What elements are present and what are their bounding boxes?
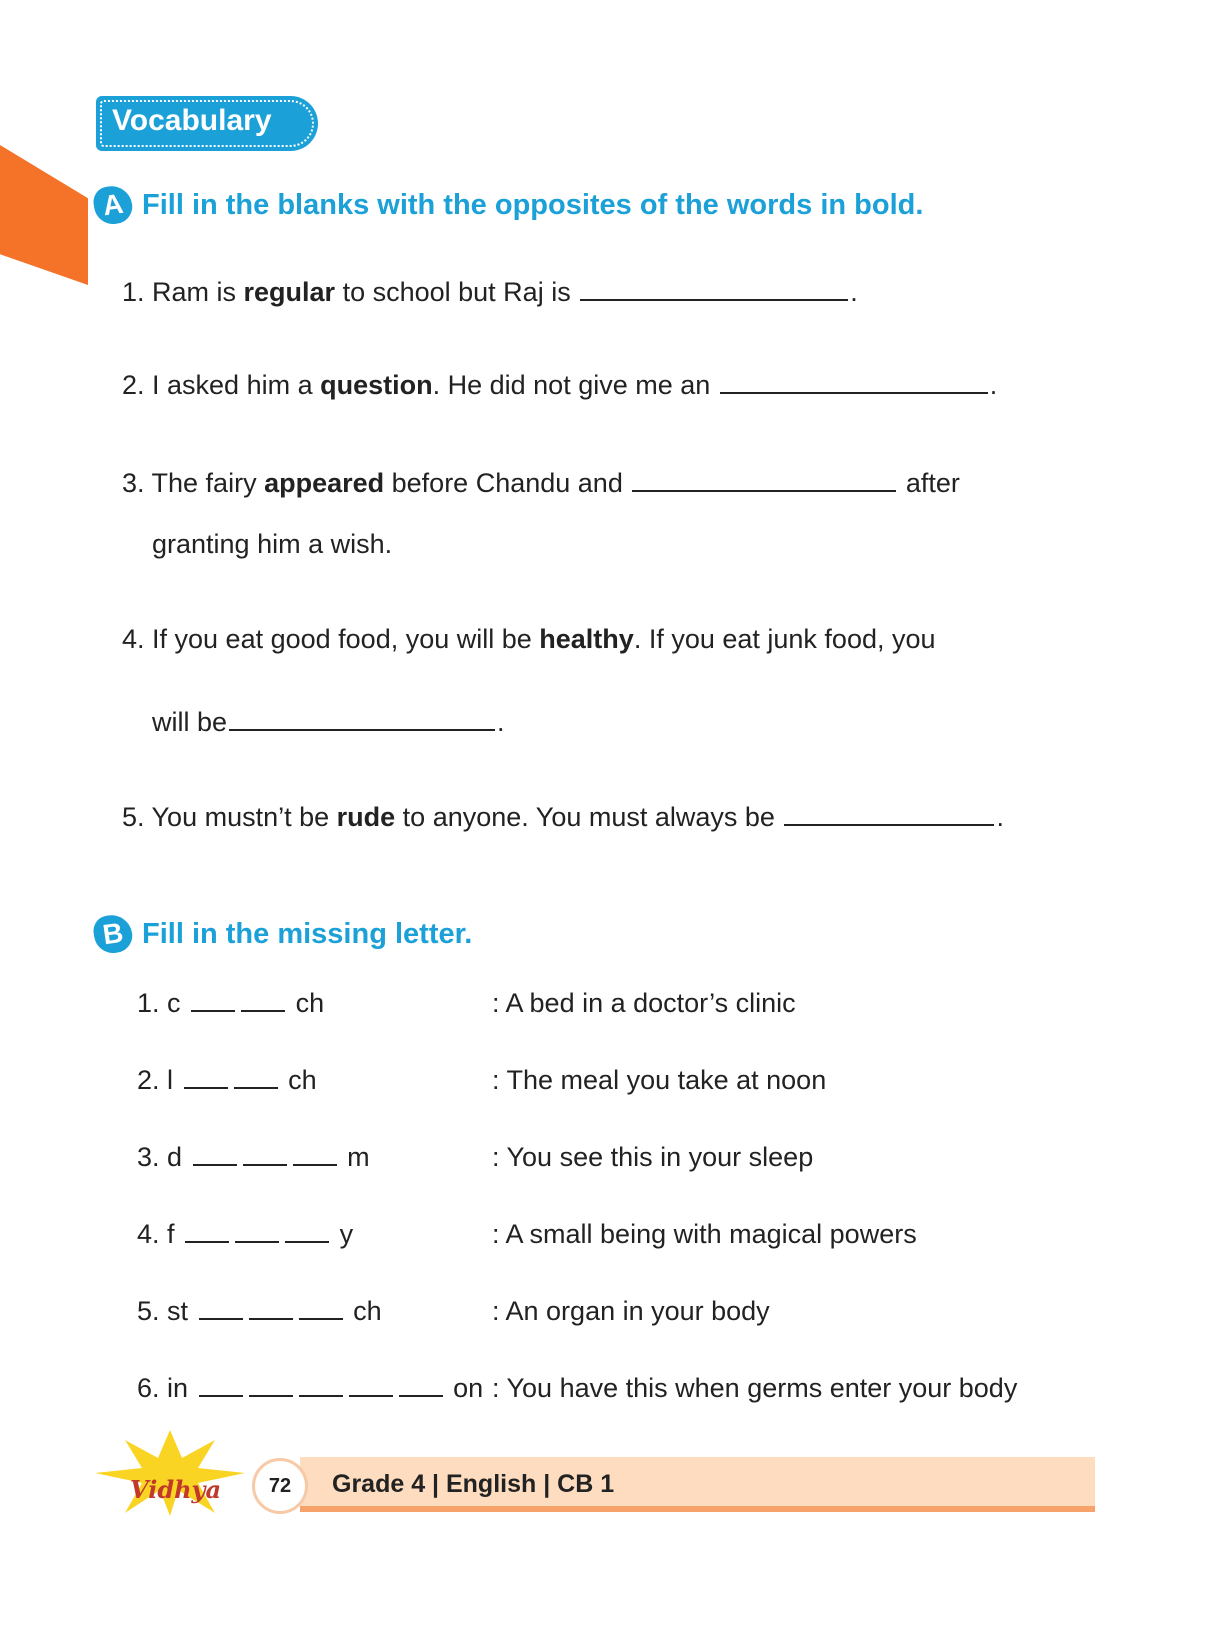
section-a-heading: [94, 186, 923, 224]
badge-label: Vocabulary: [112, 104, 272, 137]
clue: : The meal you take at noon: [492, 1065, 827, 1095]
clue: : You have this when germs enter your body: [492, 1373, 1018, 1403]
answer-blank[interactable]: [229, 728, 495, 731]
answer-blank[interactable]: [720, 391, 988, 394]
letter-blank[interactable]: [399, 1395, 443, 1397]
letter-blank[interactable]: [185, 1241, 229, 1243]
letter-blank[interactable]: [199, 1318, 243, 1320]
missing-letter-item: [137, 1296, 770, 1327]
clue: : An organ in your body: [492, 1296, 770, 1326]
section-b-icon: B: [92, 913, 135, 956]
answer-blank[interactable]: [632, 489, 896, 492]
letter-blank[interactable]: [235, 1241, 279, 1243]
letter-blank[interactable]: [299, 1395, 343, 1397]
word-puzzle: 5. st ch: [137, 1296, 382, 1326]
vocabulary-badge: [96, 96, 318, 151]
clue: : You see this in your sleep: [492, 1142, 814, 1172]
clue: : A small being with magical powers: [492, 1219, 917, 1249]
word-puzzle: 6. in on: [137, 1373, 484, 1403]
question-a3: 3. The fairy appeared before Chandu and after: [122, 468, 960, 498]
question-a2: 2. I asked him a question. He did not give me an .: [122, 370, 998, 400]
letter-blank[interactable]: [249, 1318, 293, 1320]
clue: : A bed in a doctor’s clinic: [492, 988, 796, 1018]
letter-blank[interactable]: [249, 1395, 293, 1397]
question-a3-continued: granting him a wish.: [152, 529, 393, 559]
svg-text:Vidhya: Vidhya: [130, 1475, 222, 1504]
word-puzzle: 2. l ch: [137, 1065, 317, 1095]
letter-blank[interactable]: [184, 1087, 228, 1089]
letter-blank[interactable]: [243, 1164, 287, 1166]
letter-blank[interactable]: [241, 1010, 285, 1012]
letter-blank[interactable]: [234, 1087, 278, 1089]
letter-blank[interactable]: [193, 1164, 237, 1166]
question-a4: 4. If you eat good food, you will be healthy. If you eat junk food, you: [122, 624, 936, 654]
word-puzzle: 1. c ch: [137, 988, 325, 1018]
section-a-icon: A: [92, 184, 135, 227]
letter-blank[interactable]: [285, 1241, 329, 1243]
footer-text: Grade 4 | English | CB 1: [332, 1470, 615, 1498]
missing-letter-item: [137, 1373, 1017, 1404]
question-a1: 1. Ram is regular to school but Raj is .: [122, 277, 858, 307]
missing-letter-item: [137, 1142, 813, 1173]
question-a4-continued: will be .: [152, 707, 505, 737]
page-number: 72: [252, 1458, 308, 1514]
section-b-title: Fill in the missing letter.: [142, 917, 473, 950]
answer-blank[interactable]: [580, 298, 848, 301]
section-a-title: Fill in the blanks with the opposites of the words in bold.: [142, 188, 924, 221]
missing-letter-item: [137, 1065, 826, 1096]
word-puzzle: 4. f y: [137, 1219, 354, 1249]
word-puzzle: 3. d m: [137, 1142, 370, 1172]
letter-blank[interactable]: [299, 1318, 343, 1320]
letter-blank[interactable]: [191, 1010, 235, 1012]
answer-blank[interactable]: [784, 823, 994, 826]
vidhya-logo: [90, 1428, 250, 1518]
letter-blank[interactable]: [199, 1395, 243, 1397]
missing-letter-item: [137, 988, 796, 1019]
decorative-orange-tab: [0, 145, 88, 285]
question-a5: 5. You mustn’t be rude to anyone. You must always be .: [122, 802, 1004, 832]
missing-letter-item: [137, 1219, 917, 1250]
section-b-heading: [94, 915, 472, 953]
letter-blank[interactable]: [349, 1395, 393, 1397]
letter-blank[interactable]: [293, 1164, 337, 1166]
